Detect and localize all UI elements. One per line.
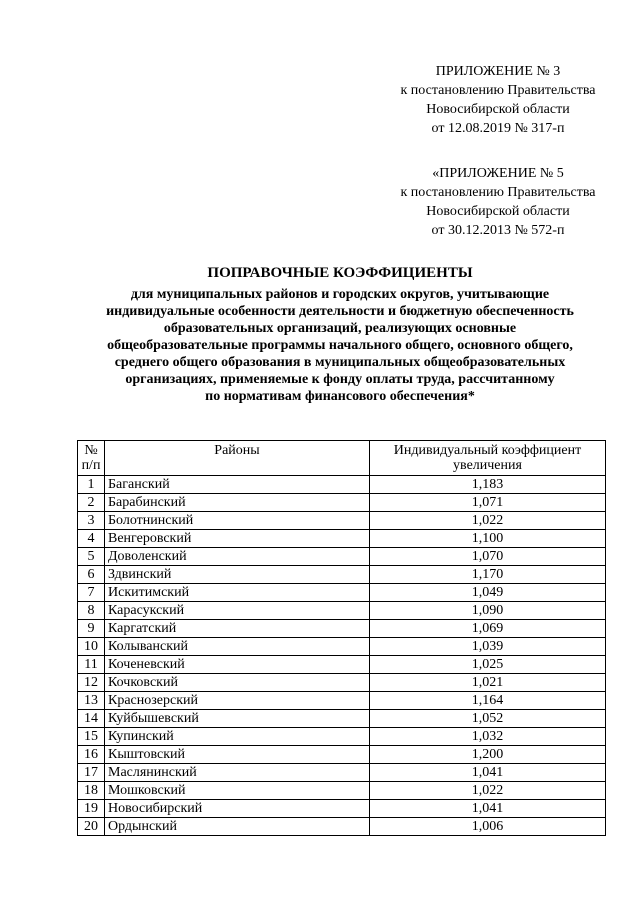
row-number: 16 — [78, 746, 105, 764]
district-name: Баганский — [105, 476, 370, 494]
coefficient-value: 1,039 — [370, 638, 606, 656]
row-number: 1 — [78, 476, 105, 494]
district-name: Кыштовский — [105, 746, 370, 764]
header-number: № п/п — [78, 441, 105, 476]
table-row — [78, 602, 606, 620]
coefficient-value: 1,170 — [370, 566, 606, 584]
appendix-5-line-2: Новосибирской области — [426, 204, 570, 219]
row-number: 4 — [78, 530, 105, 548]
table-body — [78, 476, 606, 836]
row-number: 19 — [78, 800, 105, 818]
header-district: Районы — [105, 441, 370, 476]
district-name: Здвинский — [105, 566, 370, 584]
table-row — [78, 692, 606, 710]
table-row — [78, 800, 606, 818]
district-name: Коченевский — [105, 656, 370, 674]
coefficient-value: 1,022 — [370, 782, 606, 800]
coefficient-value: 1,069 — [370, 620, 606, 638]
appendix-3-line-1: к постановлению Правительства — [400, 83, 596, 98]
subtitle-line: по нормативам финансового обеспечения* — [205, 389, 475, 404]
appendix-5-line-1: к постановлению Правительства — [400, 185, 596, 200]
document-subtitle — [60, 286, 620, 405]
row-number: 20 — [78, 818, 105, 836]
coefficients-table — [77, 440, 606, 836]
coefficient-value: 1,021 — [370, 674, 606, 692]
table-row — [78, 512, 606, 530]
table-row — [78, 620, 606, 638]
coefficient-value: 1,100 — [370, 530, 606, 548]
subtitle-line: общеобразовательные программы начального общего, основного общего, — [107, 338, 573, 353]
district-name: Болотнинский — [105, 512, 370, 530]
row-number: 6 — [78, 566, 105, 584]
district-name: Кочковский — [105, 674, 370, 692]
district-name: Купинский — [105, 728, 370, 746]
header-coefficient: Индивидуальный коэффициент увеличения — [370, 441, 606, 476]
coefficient-value: 1,041 — [370, 764, 606, 782]
row-number: 2 — [78, 494, 105, 512]
subtitle-line: индивидуальные особенности деятельности и бюджетную обеспеченность — [106, 304, 574, 319]
district-name: Барабинский — [105, 494, 370, 512]
appendix-3-line-3: от 12.08.2019 № 317-п — [431, 121, 565, 136]
coefficient-value: 1,025 — [370, 656, 606, 674]
district-name: Новосибирский — [105, 800, 370, 818]
coefficient-value: 1,183 — [370, 476, 606, 494]
coefficient-value: 1,041 — [370, 800, 606, 818]
district-name: Ордынский — [105, 818, 370, 836]
subtitle-line: образовательных организаций, реализующих основные — [163, 321, 517, 336]
row-number: 17 — [78, 764, 105, 782]
district-name: Карасукский — [105, 602, 370, 620]
subtitle-line: для муниципальных районов и городских округов, учитывающие — [130, 287, 550, 302]
table-row — [78, 764, 606, 782]
appendix-5-title: «ПРИЛОЖЕНИЕ № 5 — [432, 166, 564, 181]
table-row — [78, 728, 606, 746]
table-row — [78, 548, 606, 566]
district-name: Мошковский — [105, 782, 370, 800]
table-row — [78, 530, 606, 548]
appendix-3-title: ПРИЛОЖЕНИЕ № 3 — [435, 64, 561, 79]
table-row — [78, 782, 606, 800]
coefficient-value: 1,070 — [370, 548, 606, 566]
row-number: 13 — [78, 692, 105, 710]
row-number: 10 — [78, 638, 105, 656]
district-name: Венгеровский — [105, 530, 370, 548]
subtitle-line: организациях, применяемые к фонду оплаты труда, рассчитанному — [125, 372, 555, 387]
coefficient-value: 1,006 — [370, 818, 606, 836]
table-row — [78, 494, 606, 512]
subtitle-line: среднего общего образования в муниципальных общеобразовательных — [114, 355, 566, 370]
appendix-5-block — [380, 164, 616, 240]
table-row — [78, 746, 606, 764]
district-name: Куйбышевский — [105, 710, 370, 728]
coefficient-value: 1,049 — [370, 584, 606, 602]
table-row — [78, 674, 606, 692]
coefficient-value: 1,200 — [370, 746, 606, 764]
row-number: 7 — [78, 584, 105, 602]
coefficient-value: 1,090 — [370, 602, 606, 620]
appendix-3-line-2: Новосибирской области — [426, 102, 570, 117]
district-name: Искитимский — [105, 584, 370, 602]
district-name: Маслянинский — [105, 764, 370, 782]
district-name: Колыванский — [105, 638, 370, 656]
document-title: ПОПРАВОЧНЫЕ КОЭФФИЦИЕНТЫ — [207, 265, 473, 281]
coefficient-value: 1,022 — [370, 512, 606, 530]
table-row — [78, 818, 606, 836]
table-header-row — [78, 441, 606, 476]
coefficient-value: 1,071 — [370, 494, 606, 512]
row-number: 11 — [78, 656, 105, 674]
row-number: 12 — [78, 674, 105, 692]
coefficient-value: 1,032 — [370, 728, 606, 746]
table-row — [78, 566, 606, 584]
document-heading — [60, 263, 620, 405]
row-number: 3 — [78, 512, 105, 530]
table-row — [78, 638, 606, 656]
district-name: Доволенский — [105, 548, 370, 566]
table-row — [78, 584, 606, 602]
appendix-3-block — [380, 62, 616, 138]
row-number: 5 — [78, 548, 105, 566]
coefficient-value: 1,164 — [370, 692, 606, 710]
table-row — [78, 710, 606, 728]
table-row — [78, 476, 606, 494]
row-number: 9 — [78, 620, 105, 638]
row-number: 15 — [78, 728, 105, 746]
coefficient-value: 1,052 — [370, 710, 606, 728]
row-number: 8 — [78, 602, 105, 620]
district-name: Каргатский — [105, 620, 370, 638]
row-number: 14 — [78, 710, 105, 728]
appendix-5-line-3: от 30.12.2013 № 572-п — [431, 223, 565, 238]
district-name: Краснозерский — [105, 692, 370, 710]
row-number: 18 — [78, 782, 105, 800]
table-row — [78, 656, 606, 674]
